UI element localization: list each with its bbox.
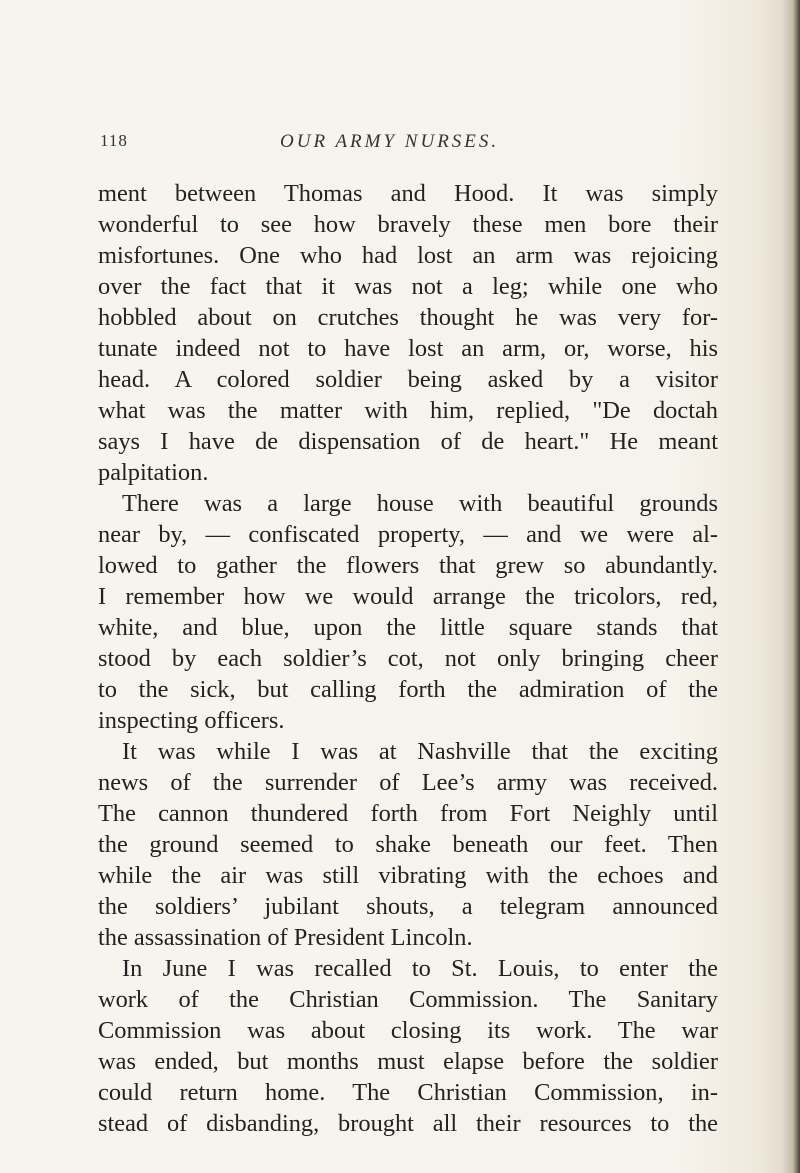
- text-line: misfortunes. One who had lost an arm was rejoicing: [98, 242, 718, 269]
- text-line: wonderful to see how bravely these men bore their: [98, 211, 718, 238]
- text-line: says I have de dispensation of de heart." He meant: [98, 428, 718, 455]
- text-line: white, and blue, upon the little square stands that: [98, 614, 718, 641]
- paragraph-start-line: It was while I was at Nashville that the exciting: [122, 738, 718, 765]
- text-line: inspecting officers.: [98, 707, 285, 734]
- text-line: I remember how we would arrange the tricolors, red,: [98, 583, 718, 610]
- paragraph-start-line: In June I was recalled to St. Louis, to enter the: [122, 955, 718, 982]
- text-line: hobbled about on crutches thought he was very for-: [98, 304, 718, 331]
- text-line: stead of disbanding, brought all their resources to the: [98, 1110, 718, 1137]
- text-line: the assassination of President Lincoln.: [98, 924, 473, 951]
- text-line: Commission was about closing its work. The war: [98, 1017, 718, 1044]
- text-line: the soldiers’ jubilant shouts, a telegram announced: [98, 893, 718, 920]
- text-line: The cannon thundered forth from Fort Neighly until: [98, 800, 718, 827]
- text-line: stood by each soldier’s cot, not only bringing cheer: [98, 645, 718, 672]
- text-line: head. A colored soldier being asked by a visitor: [98, 366, 718, 393]
- text-line: work of the Christian Commission. The Sanitary: [98, 986, 718, 1013]
- running-head: OUR ARMY NURSES.: [280, 131, 500, 152]
- text-line: ment between Thomas and Hood. It was simply: [98, 180, 718, 207]
- page-header: [100, 131, 740, 155]
- text-line: over the fact that it was not a leg; while one who: [98, 273, 718, 300]
- body-text: [98, 178, 718, 1139]
- text-line: the ground seemed to shake beneath our feet. Then: [98, 831, 718, 858]
- page-edge-shadow: [782, 0, 800, 1173]
- paragraph-start-line: There was a large house with beautiful grounds: [122, 490, 718, 517]
- text-line: lowed to gather the flowers that grew so abundantly.: [98, 552, 718, 579]
- text-line: what was the matter with him, replied, "De doctah: [98, 397, 718, 424]
- text-line: could return home. The Christian Commission, in-: [98, 1079, 718, 1106]
- text-line: was ended, but months must elapse before the soldier: [98, 1048, 718, 1075]
- text-line: news of the surrender of Lee’s army was received.: [98, 769, 718, 796]
- text-line: to the sick, but calling forth the admiration of the: [98, 676, 718, 703]
- text-line: palpitation.: [98, 459, 209, 486]
- text-line: tunate indeed not to have lost an arm, or, worse, his: [98, 335, 718, 362]
- text-line: near by, — confiscated property, — and we were al-: [98, 521, 718, 548]
- text-line: while the air was still vibrating with the echoes and: [98, 862, 718, 889]
- page-number: 118: [100, 131, 128, 150]
